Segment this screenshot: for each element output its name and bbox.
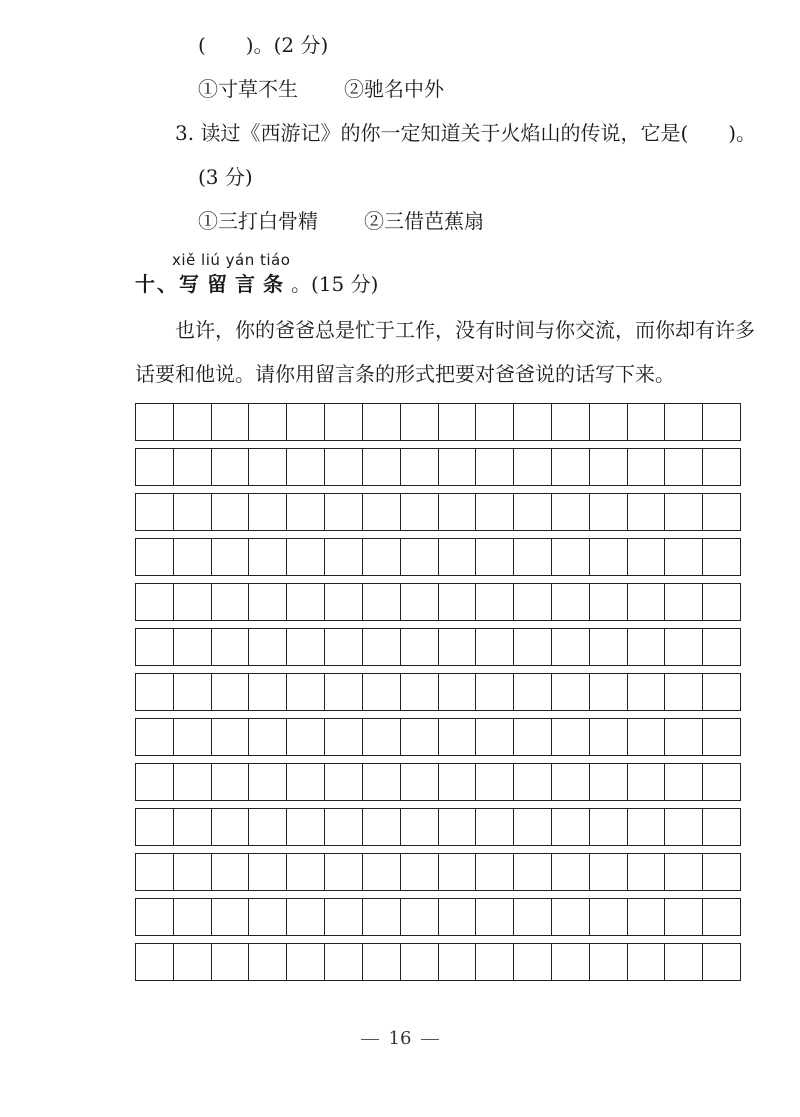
- grid-row: [135, 628, 741, 666]
- grid-cell[interactable]: [363, 944, 401, 980]
- grid-row: [135, 853, 741, 891]
- grid-cell[interactable]: [476, 539, 514, 575]
- grid-cell[interactable]: [401, 899, 439, 935]
- q3-option-1: ①三打白骨精: [198, 209, 318, 233]
- grid-row: [135, 718, 741, 756]
- grid-cell[interactable]: [590, 629, 628, 665]
- grid-cell[interactable]: [363, 854, 401, 890]
- grid-cell[interactable]: [476, 899, 514, 935]
- grid-cell[interactable]: [665, 944, 703, 980]
- grid-cell[interactable]: [287, 719, 325, 755]
- grid-cell[interactable]: [136, 764, 174, 800]
- grid-cell[interactable]: [249, 584, 287, 620]
- grid-cell[interactable]: [514, 449, 552, 485]
- grid-cell[interactable]: [325, 449, 363, 485]
- grid-cell[interactable]: [439, 719, 477, 755]
- grid-cell[interactable]: [665, 449, 703, 485]
- grid-cell[interactable]: [212, 764, 250, 800]
- grid-cell[interactable]: [552, 944, 590, 980]
- section-score: 。(15 分): [291, 272, 379, 296]
- grid-cell[interactable]: [401, 674, 439, 710]
- grid-cell[interactable]: [476, 449, 514, 485]
- grid-row: [135, 538, 741, 576]
- grid-cell[interactable]: [325, 494, 363, 530]
- grid-row: [135, 403, 741, 441]
- grid-cell[interactable]: [665, 584, 703, 620]
- grid-cell[interactable]: [703, 809, 740, 845]
- grid-cell[interactable]: [628, 854, 666, 890]
- writing-grid: [135, 403, 741, 981]
- grid-cell[interactable]: [628, 719, 666, 755]
- grid-cell[interactable]: [665, 719, 703, 755]
- instruction-line-2: 话要和他说。请你用留言条的形式把要对爸爸说的话写下来。: [135, 362, 675, 386]
- grid-cell[interactable]: [174, 494, 212, 530]
- grid-cell[interactable]: [439, 809, 477, 845]
- grid-cell[interactable]: [287, 584, 325, 620]
- grid-cell[interactable]: [287, 404, 325, 440]
- grid-cell[interactable]: [174, 854, 212, 890]
- grid-cell[interactable]: [439, 584, 477, 620]
- section-title-prefix: 十、: [135, 272, 179, 296]
- grid-cell[interactable]: [174, 719, 212, 755]
- grid-cell[interactable]: [174, 809, 212, 845]
- grid-cell[interactable]: [514, 674, 552, 710]
- grid-cell[interactable]: [287, 854, 325, 890]
- grid-cell[interactable]: [325, 944, 363, 980]
- grid-cell[interactable]: [174, 944, 212, 980]
- grid-cell[interactable]: [249, 629, 287, 665]
- grid-cell[interactable]: [439, 899, 477, 935]
- grid-cell[interactable]: [552, 809, 590, 845]
- page-number: [0, 1028, 800, 1050]
- grid-cell[interactable]: [287, 494, 325, 530]
- grid-cell[interactable]: [552, 584, 590, 620]
- grid-cell[interactable]: [665, 404, 703, 440]
- grid-cell[interactable]: [249, 719, 287, 755]
- grid-cell[interactable]: [212, 539, 250, 575]
- grid-cell[interactable]: [249, 449, 287, 485]
- grid-cell[interactable]: [325, 584, 363, 620]
- grid-cell[interactable]: [476, 764, 514, 800]
- grid-cell[interactable]: [628, 944, 666, 980]
- grid-cell[interactable]: [401, 854, 439, 890]
- grid-cell[interactable]: [174, 404, 212, 440]
- grid-cell[interactable]: [287, 764, 325, 800]
- grid-cell[interactable]: [212, 944, 250, 980]
- grid-cell[interactable]: [552, 494, 590, 530]
- grid-cell[interactable]: [476, 809, 514, 845]
- grid-cell[interactable]: [136, 404, 174, 440]
- grid-cell[interactable]: [287, 449, 325, 485]
- grid-cell[interactable]: [439, 854, 477, 890]
- grid-cell[interactable]: [401, 539, 439, 575]
- grid-cell[interactable]: [136, 629, 174, 665]
- grid-cell[interactable]: [703, 854, 740, 890]
- grid-cell[interactable]: [665, 629, 703, 665]
- grid-cell[interactable]: [476, 719, 514, 755]
- grid-cell[interactable]: [628, 584, 666, 620]
- grid-cell[interactable]: [476, 674, 514, 710]
- grid-cell[interactable]: [212, 899, 250, 935]
- q2-option-1: ①寸草不生: [198, 77, 298, 101]
- grid-cell[interactable]: [590, 764, 628, 800]
- grid-cell[interactable]: [325, 629, 363, 665]
- grid-cell[interactable]: [287, 944, 325, 980]
- grid-cell[interactable]: [363, 404, 401, 440]
- grid-cell[interactable]: [249, 809, 287, 845]
- grid-cell[interactable]: [363, 899, 401, 935]
- grid-cell[interactable]: [628, 449, 666, 485]
- grid-cell[interactable]: [363, 449, 401, 485]
- grid-cell[interactable]: [703, 719, 740, 755]
- grid-cell[interactable]: [287, 539, 325, 575]
- grid-cell[interactable]: [401, 944, 439, 980]
- grid-cell[interactable]: [287, 899, 325, 935]
- grid-cell[interactable]: [590, 809, 628, 845]
- grid-cell[interactable]: [514, 539, 552, 575]
- grid-cell[interactable]: [628, 809, 666, 845]
- grid-cell[interactable]: [552, 404, 590, 440]
- grid-cell[interactable]: [136, 944, 174, 980]
- grid-cell[interactable]: [514, 764, 552, 800]
- grid-cell[interactable]: [628, 899, 666, 935]
- grid-cell[interactable]: [212, 719, 250, 755]
- grid-cell[interactable]: [439, 764, 477, 800]
- grid-cell[interactable]: [665, 494, 703, 530]
- grid-cell[interactable]: [590, 944, 628, 980]
- grid-cell[interactable]: [174, 539, 212, 575]
- grid-cell[interactable]: [552, 674, 590, 710]
- grid-cell[interactable]: [439, 674, 477, 710]
- grid-cell[interactable]: [249, 494, 287, 530]
- grid-cell[interactable]: [514, 404, 552, 440]
- grid-cell[interactable]: [401, 719, 439, 755]
- grid-cell[interactable]: [590, 899, 628, 935]
- grid-cell[interactable]: [552, 899, 590, 935]
- grid-cell[interactable]: [136, 674, 174, 710]
- grid-cell[interactable]: [703, 539, 740, 575]
- grid-cell[interactable]: [476, 854, 514, 890]
- grid-cell[interactable]: [212, 854, 250, 890]
- grid-cell[interactable]: [287, 674, 325, 710]
- grid-cell[interactable]: [363, 494, 401, 530]
- q2-stem-tail: ( )。(2 分): [198, 33, 329, 57]
- grid-cell[interactable]: [249, 539, 287, 575]
- grid-cell[interactable]: [325, 719, 363, 755]
- grid-cell[interactable]: [212, 584, 250, 620]
- grid-cell[interactable]: [665, 764, 703, 800]
- grid-row: [135, 943, 741, 981]
- grid-cell[interactable]: [514, 899, 552, 935]
- grid-cell[interactable]: [628, 629, 666, 665]
- page-number-text: 16: [388, 1028, 412, 1049]
- section-title-word: 写留言条: [179, 272, 291, 296]
- grid-cell[interactable]: [136, 854, 174, 890]
- grid-cell[interactable]: [249, 404, 287, 440]
- grid-cell[interactable]: [476, 494, 514, 530]
- grid-cell[interactable]: [703, 449, 740, 485]
- grid-cell[interactable]: [401, 584, 439, 620]
- grid-cell[interactable]: [514, 854, 552, 890]
- grid-cell[interactable]: [325, 809, 363, 845]
- grid-cell[interactable]: [174, 629, 212, 665]
- grid-cell[interactable]: [590, 854, 628, 890]
- grid-cell[interactable]: [212, 809, 250, 845]
- grid-cell[interactable]: [439, 404, 477, 440]
- grid-cell[interactable]: [136, 494, 174, 530]
- grid-cell[interactable]: [325, 539, 363, 575]
- grid-cell[interactable]: [514, 944, 552, 980]
- grid-cell[interactable]: [552, 764, 590, 800]
- grid-cell[interactable]: [136, 539, 174, 575]
- grid-cell[interactable]: [363, 764, 401, 800]
- q2-options: [198, 77, 444, 101]
- q3-stem: 3. 读过《西游记》的你一定知道关于火焰山的传说，它是( )。: [175, 121, 757, 145]
- grid-cell[interactable]: [401, 764, 439, 800]
- q3-option-2: ②三借芭蕉扇: [364, 209, 484, 233]
- q3-options: [198, 209, 484, 233]
- grid-cell[interactable]: [552, 629, 590, 665]
- grid-cell[interactable]: [628, 674, 666, 710]
- grid-cell[interactable]: [476, 944, 514, 980]
- grid-cell[interactable]: [287, 809, 325, 845]
- grid-cell[interactable]: [590, 449, 628, 485]
- grid-cell[interactable]: [174, 899, 212, 935]
- grid-cell[interactable]: [703, 404, 740, 440]
- grid-row: [135, 493, 741, 531]
- grid-cell[interactable]: [628, 404, 666, 440]
- grid-cell[interactable]: [212, 674, 250, 710]
- grid-row: [135, 808, 741, 846]
- grid-cell[interactable]: [703, 899, 740, 935]
- grid-cell[interactable]: [363, 674, 401, 710]
- grid-cell[interactable]: [439, 629, 477, 665]
- grid-cell[interactable]: [552, 854, 590, 890]
- grid-cell[interactable]: [212, 404, 250, 440]
- grid-cell[interactable]: [249, 674, 287, 710]
- grid-cell[interactable]: [363, 719, 401, 755]
- grid-cell[interactable]: [514, 629, 552, 665]
- grid-cell[interactable]: [287, 629, 325, 665]
- grid-cell[interactable]: [514, 584, 552, 620]
- grid-cell[interactable]: [476, 584, 514, 620]
- grid-cell[interactable]: [628, 539, 666, 575]
- grid-cell[interactable]: [514, 809, 552, 845]
- grid-cell[interactable]: [552, 539, 590, 575]
- grid-cell[interactable]: [628, 494, 666, 530]
- grid-cell[interactable]: [665, 854, 703, 890]
- grid-cell[interactable]: [514, 494, 552, 530]
- grid-cell[interactable]: [703, 584, 740, 620]
- grid-cell[interactable]: [552, 719, 590, 755]
- instruction-line-1: 也许，你的爸爸总是忙于工作，没有时间与你交流，而你却有许多: [175, 318, 755, 342]
- grid-cell[interactable]: [401, 494, 439, 530]
- grid-cell[interactable]: [363, 539, 401, 575]
- grid-cell[interactable]: [325, 764, 363, 800]
- grid-row: [135, 583, 741, 621]
- grid-cell[interactable]: [325, 854, 363, 890]
- grid-cell[interactable]: [136, 809, 174, 845]
- grid-cell[interactable]: [476, 629, 514, 665]
- grid-cell[interactable]: [439, 494, 477, 530]
- grid-cell[interactable]: [590, 674, 628, 710]
- grid-cell[interactable]: [665, 899, 703, 935]
- grid-cell[interactable]: [665, 539, 703, 575]
- grid-cell[interactable]: [476, 404, 514, 440]
- grid-cell[interactable]: [401, 809, 439, 845]
- grid-row: [135, 673, 741, 711]
- grid-row: [135, 898, 741, 936]
- grid-cell[interactable]: [703, 764, 740, 800]
- q3-score: (3 分): [198, 165, 253, 189]
- grid-cell[interactable]: [590, 719, 628, 755]
- grid-row: [135, 448, 741, 486]
- grid-cell[interactable]: [514, 719, 552, 755]
- grid-cell[interactable]: [325, 404, 363, 440]
- grid-cell[interactable]: [665, 809, 703, 845]
- grid-cell[interactable]: [212, 494, 250, 530]
- grid-cell[interactable]: [174, 584, 212, 620]
- grid-cell[interactable]: [249, 899, 287, 935]
- grid-cell[interactable]: [136, 719, 174, 755]
- grid-cell[interactable]: [174, 449, 212, 485]
- grid-cell[interactable]: [703, 674, 740, 710]
- grid-cell[interactable]: [136, 584, 174, 620]
- grid-cell[interactable]: [628, 764, 666, 800]
- grid-cell[interactable]: [363, 809, 401, 845]
- grid-cell[interactable]: [136, 449, 174, 485]
- grid-cell[interactable]: [552, 449, 590, 485]
- grid-cell[interactable]: [439, 539, 477, 575]
- grid-cell[interactable]: [590, 404, 628, 440]
- grid-cell[interactable]: [212, 629, 250, 665]
- section-pinyin: xiě liú yán tiáo: [172, 251, 291, 269]
- grid-cell[interactable]: [665, 674, 703, 710]
- grid-row: [135, 763, 741, 801]
- grid-cell[interactable]: [590, 539, 628, 575]
- section-heading: [135, 272, 378, 296]
- grid-cell[interactable]: [401, 449, 439, 485]
- grid-cell[interactable]: [703, 944, 740, 980]
- grid-cell[interactable]: [174, 674, 212, 710]
- grid-cell[interactable]: [249, 854, 287, 890]
- grid-cell[interactable]: [703, 494, 740, 530]
- q2-option-2: ②驰名中外: [344, 77, 444, 101]
- grid-cell[interactable]: [212, 449, 250, 485]
- grid-cell[interactable]: [325, 674, 363, 710]
- grid-cell[interactable]: [401, 629, 439, 665]
- grid-cell[interactable]: [325, 899, 363, 935]
- grid-cell[interactable]: [174, 764, 212, 800]
- grid-cell[interactable]: [439, 944, 477, 980]
- grid-cell[interactable]: [590, 494, 628, 530]
- grid-cell[interactable]: [249, 764, 287, 800]
- grid-cell[interactable]: [249, 944, 287, 980]
- grid-cell[interactable]: [363, 584, 401, 620]
- grid-cell[interactable]: [703, 629, 740, 665]
- grid-cell[interactable]: [136, 899, 174, 935]
- grid-cell[interactable]: [363, 629, 401, 665]
- grid-cell[interactable]: [401, 404, 439, 440]
- grid-cell[interactable]: [590, 584, 628, 620]
- grid-cell[interactable]: [439, 449, 477, 485]
